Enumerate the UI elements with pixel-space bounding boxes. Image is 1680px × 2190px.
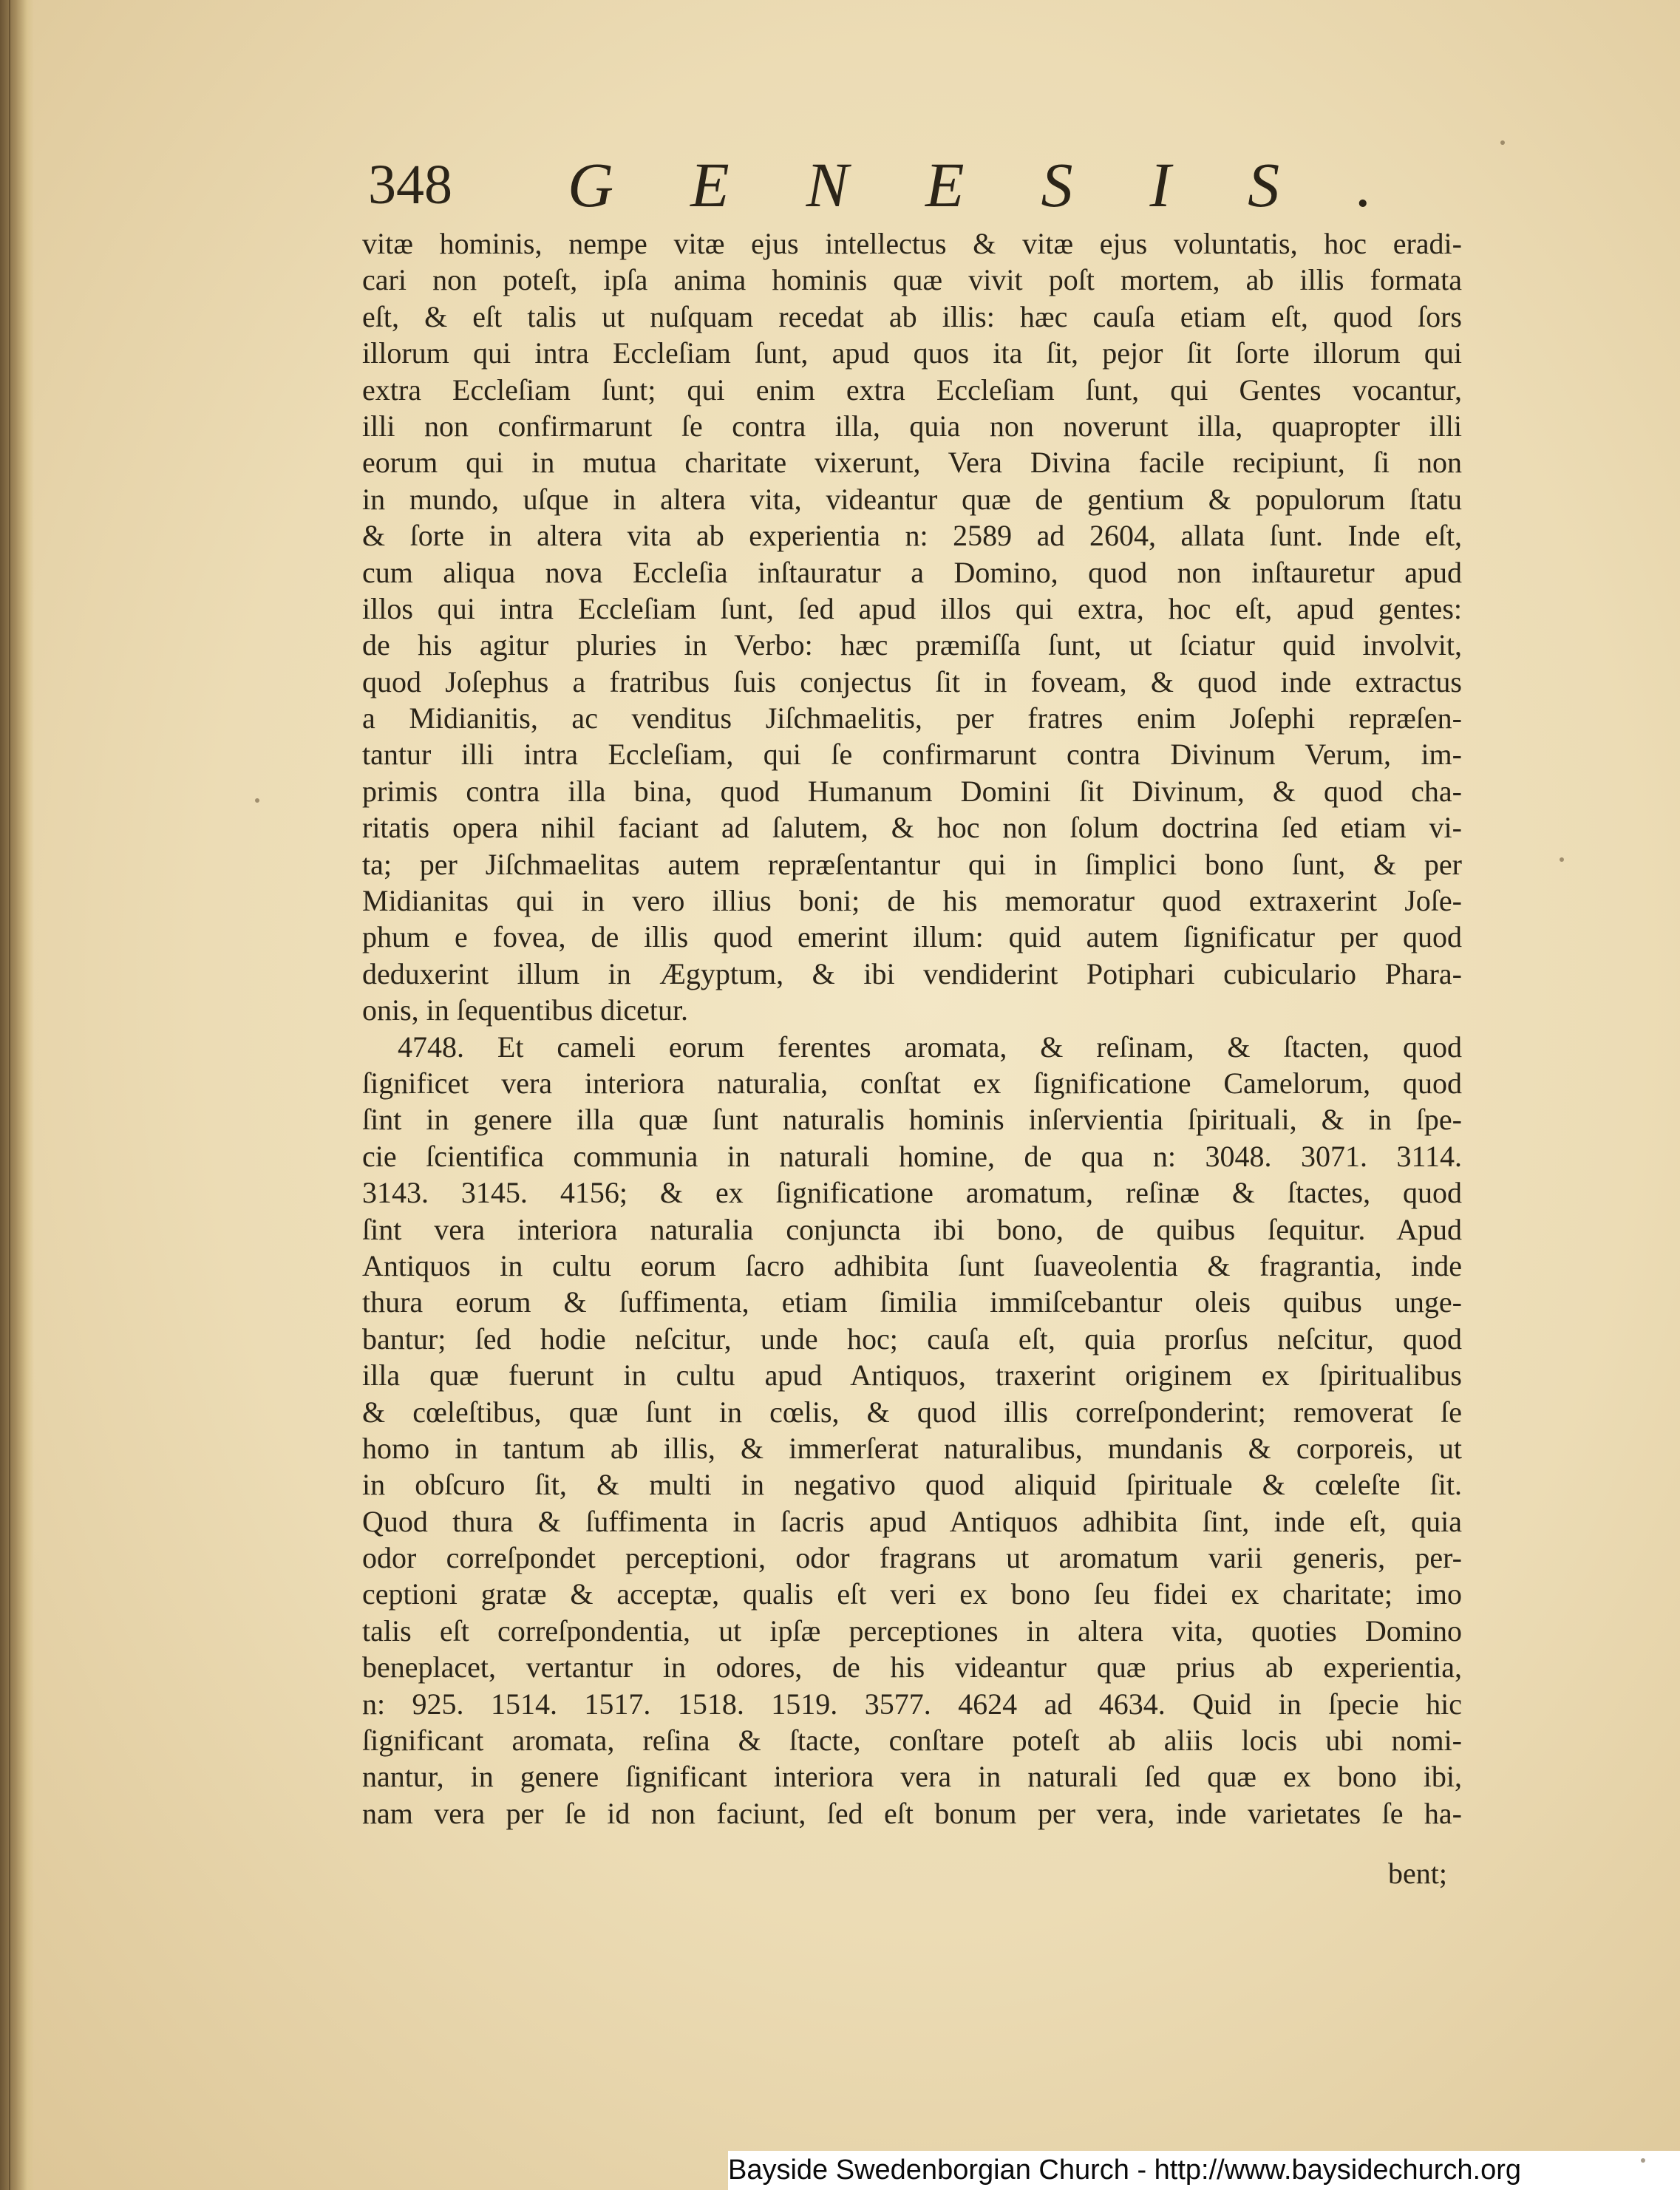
text-line: nantur, in genere ſignificant interiora vera in naturali ſed quæ ex bono ibi, bbox=[362, 1760, 1462, 1794]
text-line: bantur; ſed hodie neſcitur, unde hoc; cauſa eſt, quia prorſus neſcitur, quod bbox=[362, 1322, 1462, 1356]
text-line: eſt, & eſt talis ut nuſquam recedat ab illis: hæc cauſa etiam eſt, quod ſors bbox=[362, 299, 1462, 333]
text-line: Midianitas qui in vero illius boni; de his memoratur quod extraxerint Joſe- bbox=[362, 884, 1462, 918]
text-line: cie ſcientifica communia in naturali homine, de qua n: 3048. 3071. 3114. bbox=[362, 1139, 1462, 1173]
text-line: odor correſpondet perceptioni, odor fragrans ut aromatum varii generis, per- bbox=[362, 1541, 1462, 1575]
text-line: illos qui intra Eccleſiam ſunt, ſed apud illos qui extra, hoc eſt, apud gentes: bbox=[362, 591, 1462, 625]
text-line: beneplacet, vertantur in odores, de his videantur quæ prius ab experientia, bbox=[362, 1650, 1462, 1684]
text-line: in obſcuro ſit, & multi in negativo quod aliquid ſpirituale & cœleſte ſit. bbox=[362, 1468, 1462, 1502]
text-line: extra Eccleſiam ſunt; qui enim extra Eccleſiam ſunt, qui Gentes vocantur, bbox=[362, 373, 1462, 407]
text-line: ſint in genere illa quæ ſunt naturalis hominis inſervientia ſpirituali, & in ſpe- bbox=[362, 1103, 1462, 1137]
text-line: illi non confirmarunt ſe contra illa, quia non noverunt illa, quapropter illi bbox=[362, 409, 1462, 443]
paper-speck bbox=[1560, 857, 1564, 862]
text-line: nam vera per ſe id non faciunt, ſed eſt bonum per vera, inde varietates ſe ha- bbox=[362, 1796, 1462, 1830]
text-line: ritatis opera nihil faciant ad ſalutem, & hoc non ſolum doctrina ſed etiam vi- bbox=[362, 811, 1462, 845]
text-line: & cœleſtibus, quæ ſunt in cœlis, & quod illis correſponderint; removerat ſe bbox=[362, 1395, 1462, 1429]
text-line: illa quæ fuerunt in cultu apud Antiquos, traxerint originem ex ſpiritualibus bbox=[362, 1358, 1462, 1392]
text-line: in mundo, uſque in altera vita, videantur quæ de gentium & populorum ſtatu bbox=[362, 482, 1462, 516]
text-line: quod Joſephus a fratribus ſuis conjectus ſit in foveam, & quod inde extractus bbox=[362, 664, 1462, 698]
text-line: ſignificant aromata, reſina & ſtacte, conſtare poteſt ab aliis locis ubi nomi- bbox=[362, 1724, 1462, 1758]
text-line: Quod thura & ſuffimenta in ſacris apud Antiquos adhibita ſint, inde eſt, quia bbox=[362, 1504, 1462, 1538]
running-title: GENESIS. bbox=[568, 149, 1449, 220]
paper-speck bbox=[1500, 140, 1505, 145]
text-line: n: 925. 1514. 1517. 1518. 1519. 3577. 4624 ad 4634. Quid in ſpecie hic bbox=[362, 1687, 1462, 1721]
text-line: ſignificet vera interiora naturalia, conſtat ex ſignificatione Camelorum, quod bbox=[362, 1066, 1462, 1100]
text-line: phum e fovea, de illis quod emerint illum: quid autem ſignificatur per quod bbox=[362, 920, 1462, 954]
paragraph bbox=[362, 225, 1462, 1029]
text-line: cum aliqua nova Eccleſia inſtauratur a Domino, quod non inſtauretur apud bbox=[362, 555, 1462, 589]
text-line: de his agitur pluries in Verbo: hæc præmiſſa ſunt, ut ſciatur quid involvit, bbox=[362, 628, 1462, 662]
paper-speck bbox=[255, 798, 259, 803]
text-line: homo in tantum ab illis, & immerſerat naturalibus, mundanis & corporeis, ut bbox=[362, 1431, 1462, 1465]
paragraph bbox=[362, 1029, 1462, 1832]
text-line: tantur illi intra Eccleſiam, qui ſe confirmarunt contra Divinum Verum, im- bbox=[362, 738, 1462, 772]
text-line: eorum qui in mutua charitate vixerunt, Vera Divina facile recipiunt, ſi non bbox=[362, 446, 1462, 480]
text-line: & ſorte in altera vita ab experientia n: 2589 ad 2604, allata ſunt. Inde eſt, bbox=[362, 519, 1462, 553]
paper-speck bbox=[1641, 2158, 1645, 2163]
text-line: 3143. 3145. 4156; & ex ſignificatione aromatum, reſinæ & ſtactes, quod bbox=[362, 1176, 1462, 1210]
watermark-caption: Bayside Swedenborgian Church - http://www.baysidechurch.org bbox=[728, 2151, 1680, 2190]
text-line: 4748. Et cameli eorum ferentes aromata, & reſinam, & ſtacten, quod bbox=[398, 1030, 1462, 1064]
page-header bbox=[368, 144, 1506, 225]
text-line: ſint vera interiora naturalia conjuncta ibi bono, de quibus ſequitur. Apud bbox=[362, 1212, 1462, 1246]
text-line: cari non poteſt, ipſa anima hominis quæ vivit poſt mortem, ab illis formata bbox=[362, 263, 1462, 297]
page-spine-edge bbox=[0, 0, 34, 2190]
text-line: ta; per Jiſchmaelitas autem repræſentantur qui in ſimplici bono ſunt, & per bbox=[362, 847, 1462, 881]
text-line: illorum qui intra Eccleſiam ſunt, apud quos ita ſit, pejor ſit ſorte illorum qui bbox=[362, 336, 1462, 370]
text-line: onis, in ſequentibus dicetur. bbox=[362, 993, 689, 1027]
spine-line bbox=[9, 0, 10, 2190]
text-line: ceptioni gratæ & acceptæ, qualis eſt veri ex bono ſeu fidei ex charitate; imo bbox=[362, 1577, 1462, 1611]
text-line: deduxerint illum in Ægyptum, & ibi vendiderint Potiphari cubiculario Phara- bbox=[362, 956, 1462, 990]
text-line: primis contra illa bina, quod Humanum Domini ſit Divinum, & quod cha- bbox=[362, 774, 1462, 808]
text-line: talis eſt correſpondentia, ut ipſæ perceptiones in altera vita, quoties Domino bbox=[362, 1613, 1462, 1647]
body-text bbox=[362, 225, 1462, 1832]
page-number: 348 bbox=[368, 154, 452, 216]
text-line: vitæ hominis, nempe vitæ ejus intellectus & vitæ ejus voluntatis, hoc eradi- bbox=[362, 227, 1462, 260]
text-line: Antiquos in cultu eorum ſacro adhibita ſunt ſuaveolentia & fragrantia, inde bbox=[362, 1248, 1462, 1282]
catchword: bent; bbox=[1388, 1857, 1447, 1890]
text-line: a Midianitis, ac venditus Jiſchmaelitis, per fratres enim Joſephi repræſen- bbox=[362, 701, 1462, 735]
text-line: thura eorum & ſuffimenta, etiam ſimilia immiſcebantur oleis quibus unge- bbox=[362, 1285, 1462, 1319]
